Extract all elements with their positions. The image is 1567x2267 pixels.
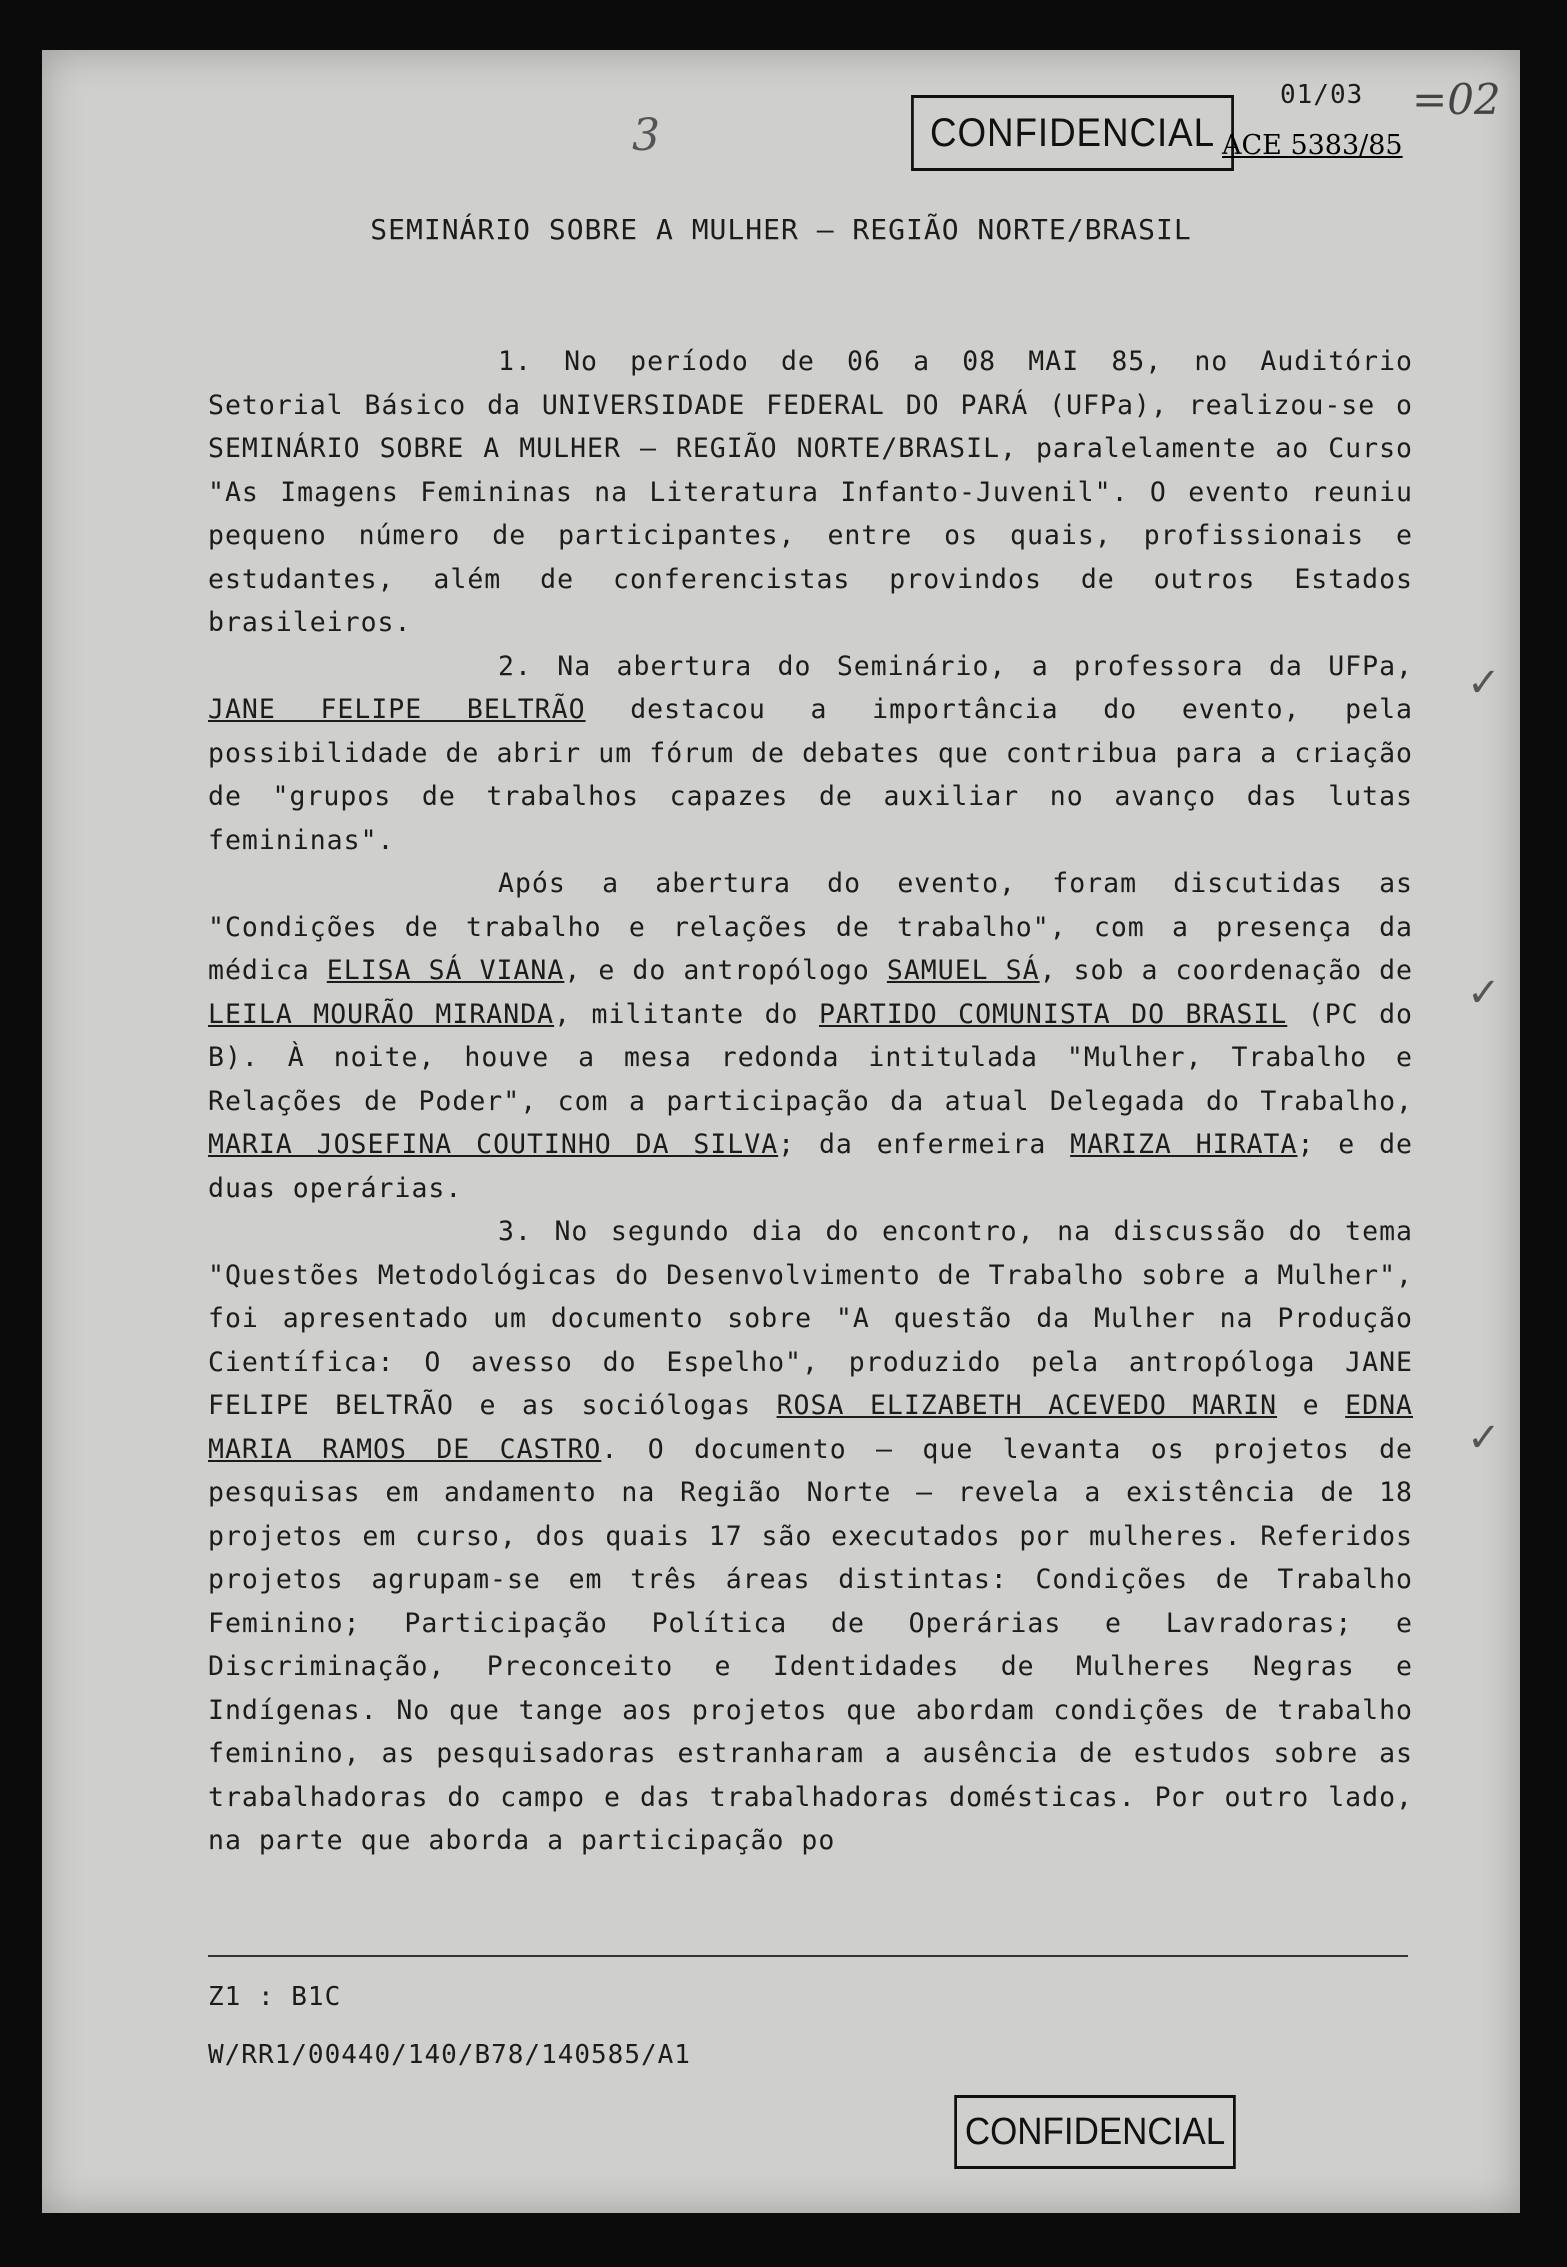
p3-text-e: (PC do B). À noite, houve a mesa redonda intitulada "Mulher, Trabalho e Relações de Poder", com a participação da atual Delegada do Trabalho,: [208, 998, 1413, 1117]
confidential-stamp-top: CONFIDENCIAL: [911, 95, 1234, 171]
handwritten-check-icon: ✓: [1467, 660, 1501, 706]
person-name: MARIA JOSEFINA COUTINHO DA SILVA: [208, 1129, 779, 1160]
person-name: ROSA ELIZABETH ACEVEDO MARIN: [776, 1390, 1278, 1421]
p3-text-d: , militante do: [554, 998, 819, 1030]
paragraph-3: [208, 862, 1413, 1210]
paragraph-4: [208, 1210, 1413, 1863]
person-name: EDNA MARIA RAMOS DE CASTRO: [208, 1390, 1413, 1465]
p3-text-a: Após a abertura do evento, foram discutidas as "Condições de trabalho e relações de trabalho", com a presença da médica: [208, 868, 1413, 986]
person-name: MARIZA HIRATA: [1070, 1129, 1298, 1160]
p3-text-g: ; e de duas operárias.: [208, 1129, 1413, 1204]
p4-text-c: . O documento — que levanta os projetos de pesquisas em andamento na Região Norte — revela a existência de 18 projetos em curso, dos quais 17 são executados por mulheres. Referidos projetos agrupam-se em três áreas distintas: Condições de Trabalho Feminino; Participação Política de Operárias e Lavradoras; e Discriminação, Preconceito e Identidades de Mulheres Negras e Indígenas. No que tange aos projetos que abordam condições de trabalho feminino, as pesquisadoras estranharam a ausência de estudos sobre as trabalhadoras do campo e das trabalhadoras domésticas. Por outro lado, na parte que aborda a participação po: [208, 1433, 1413, 1856]
p3-text-c: , sob a coordenação de: [1039, 955, 1413, 986]
p3-text-f: ; da enfermeira: [778, 1129, 1071, 1160]
p2-text-a: 2. Na abertura do Seminário, a professora da UFPa,: [498, 650, 1413, 682]
p2-text-b: destacou a importância do evento, pela possibilidade de abrir um fórum de debates que contribua para a criação de "grupos de trabalhos capazes de auxiliar no avanço das lutas femininas".: [208, 694, 1413, 856]
footer-code-1: Z1 : B1C: [208, 1982, 342, 2012]
paragraph-1: 1. No período de 06 a 08 MAI 85, no Auditório Setorial Básico da UNIVERSIDADE FEDERAL DO PARÁ (UFPa), realizou-se o SEMINÁRIO SOBRE A MULHER — REGIÃO NORTE/BRASIL, paralelamente ao Curso "As Imagens Femininas na Literatura Infanto-Juvenil". O evento reuniu pequeno número de participantes, entre os quais, profissionais e estudantes, além de conferencistas provindos de outros Estados brasileiros.: [208, 346, 1413, 638]
confidential-stamp-bottom: CONFIDENCIAL: [954, 2095, 1236, 2169]
handwritten-number: 3: [632, 110, 660, 161]
handwritten-code: =02: [1412, 75, 1501, 124]
person-name: LEILA MOURÃO MIRANDA: [208, 998, 555, 1030]
document-title: SEMINÁRIO SOBRE A MULHER — REGIÃO NORTE/BRASIL: [370, 213, 1192, 246]
p3-text-b: , e do antropólogo: [564, 955, 887, 986]
person-name: JANE FELIPE BELTRÃO: [208, 694, 586, 725]
person-name: ELISA SÁ VIANA: [326, 955, 565, 986]
document-page: [42, 50, 1520, 2213]
handwritten-check-icon: ✓: [1467, 1415, 1501, 1461]
organization-name: PARTIDO COMUNISTA DO BRASIL: [818, 998, 1288, 1030]
person-name: SAMUEL SÁ: [886, 955, 1040, 986]
paragraph-2: [208, 645, 1413, 863]
footer-divider: [208, 1955, 1408, 1957]
handwritten-check-icon: ✓: [1467, 970, 1501, 1016]
p4-text-a: 3. No segundo dia do encontro, na discussão do tema "Questões Metodológicas do Desenvolvimento de Trabalho sobre a Mulher", foi apresentado um documento sobre "A questão da Mulher na Produção Científica: O avesso do Espelho", produzido pela antropóloga JANE FELIPE BELTRÃO e as sociólogas: [208, 1216, 1413, 1421]
document-body: [208, 340, 1413, 1863]
footer-code-2: W/RR1/00440/140/B78/140585/A1: [208, 2040, 691, 2070]
p4-text-b: e: [1277, 1390, 1346, 1421]
ace-reference: ACE 5383/85: [1222, 130, 1403, 161]
page-reference: 01/03: [1280, 80, 1364, 110]
